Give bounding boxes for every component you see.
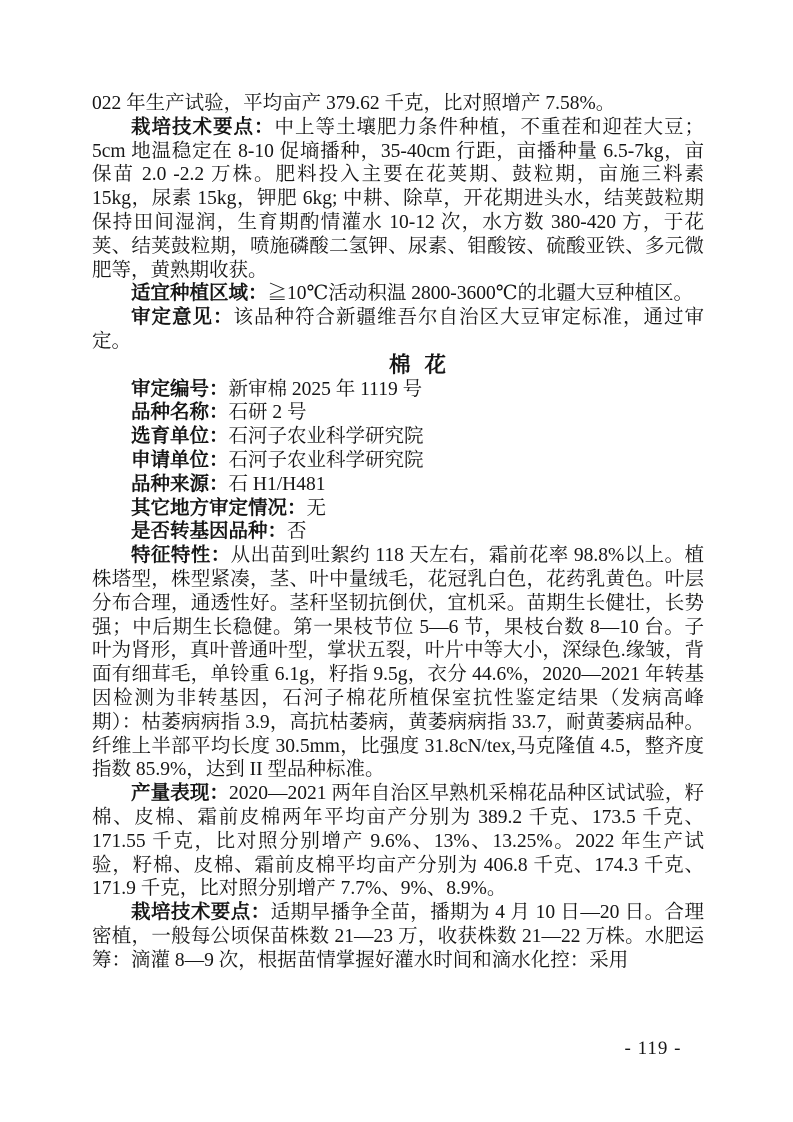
paragraph-cotton-characteristics (92, 544, 704, 782)
paragraph-soybean-yield-continuation (92, 92, 704, 116)
paragraph-text: 适期早播争全苗，播期为 4 月 10 日—20 日。合理密植，一般每公顷保苗株数 21—23 万，收获株数 21—22 万株。水肥运筹：滴灌 8—9 次，根据苗情掌握好灌水时间和滴水化控：采用 (92, 902, 704, 971)
info-label: 申请单位： (131, 448, 229, 471)
info-value: 否 (287, 521, 307, 543)
info-line-variety-name (92, 401, 704, 425)
info-value: 无 (306, 497, 327, 519)
paragraph-text: 从出苗到吐絮约 118 天左右，霜前花率 98.8%以上。植株塔型，株型紧凑，茎、叶中量绒毛，花冠乳白色，花药乳黄色。叶层分布合理，通透性好。茎秆坚韧抗倒伏，宜机采。苗期生长健壮，长势强；中后期生长稳健。第一果枝节位 5—6 节，果枝台数 8—10 台。子叶为肾形，真叶普通叶型，掌状五裂，叶片中等大小，深绿色.缘皱，背面有细茸毛，单铃重 6.1g，籽指 9.5g，衣分 44.6%，2020—2021 年转基因检测为非转基因，石河子棉花所植保室抗性鉴定结果（发病高峰期）：枯萎病病指 3.9，高抗枯萎病，黄萎病病指 33.7，耐黄萎病品种。纤维上半部平均长度 30.5mm，比强度 31.8cN/tex,马克隆值 4.5，整齐度指数 85.9%，达到 II 型品种标准。 (92, 545, 704, 781)
paragraph-text: 该品种符合新疆维吾尔自治区大豆审定标准，通过审定。 (92, 307, 704, 352)
info-label: 是否转基因品种： (131, 520, 288, 543)
info-label: 其它地方审定情况： (131, 496, 307, 519)
info-line-transgenic-status (92, 520, 704, 544)
info-line-other-approval-status (92, 497, 704, 521)
document-body (92, 92, 704, 972)
info-line-applicant-unit (92, 449, 704, 473)
info-label: 品种来源： (131, 472, 229, 495)
paragraph-text: ≧10℃活动积温 2800-3600℃的北疆大豆种植区。 (267, 283, 694, 305)
paragraph-cotton-cultivation (92, 901, 704, 972)
paragraph-text: 2020—2021 两年自治区早熟机采棉花品种区试试验，籽棉、皮棉、霜前皮棉两年平均亩产分别为 389.2 千克、173.5 千克、171.55 千克，比对照分别增产 9.6%、13%、13.25%。2022 年生产试验，籽棉、皮棉、霜前皮棉平均亩产分别为 406.8 千克、174.3 千克、171.9 千克，比对照分别增产 7.7%、9%、8.9%。 (92, 783, 704, 900)
paragraph-label: 适宜种植区域： (131, 282, 268, 305)
info-value: 石河子农业科学研究院 (228, 449, 424, 471)
info-label: 审定编号： (131, 377, 229, 400)
paragraph-label: 特征特性： (131, 544, 231, 567)
paragraph-label: 栽培技术要点： (131, 901, 271, 924)
paragraph-soybean-suitable-region (92, 282, 704, 306)
paragraph-label: 产量表现： (131, 782, 230, 805)
section-heading-cotton: 棉 花 (389, 352, 450, 377)
info-line-variety-source (92, 473, 704, 497)
page-number: - 119 - (624, 1038, 682, 1059)
info-value: 石研 2 号 (228, 402, 307, 424)
info-value: 石 H1/H481 (228, 473, 326, 495)
paragraph-soybean-cultivation (92, 116, 704, 283)
info-value: 新审棉 2025 年 1119 号 (228, 378, 423, 400)
info-line-approval-number (92, 378, 704, 402)
paragraph-label: 栽培技术要点： (131, 115, 275, 138)
paragraph-label: 审定意见： (131, 306, 234, 329)
paragraph-text: 022 年生产试验，平均亩产 379.62 千克，比对照增产 7.58%。 (92, 93, 616, 114)
info-label: 品种名称： (131, 401, 229, 424)
info-value: 石河子农业科学研究院 (228, 426, 424, 448)
paragraph-soybean-approval-opinion (92, 306, 704, 354)
paragraph-text: 中上等土壤肥力条件种植，不重茬和迎茬大豆；5cm 地温稳定在 8-10 促墒播种，35-40cm 行距，亩播种量 6.5-7kg，亩保苗 2.0 -2.2 万株。肥料投入主要在花荚期、鼓粒期，亩施三料素 15kg，尿素 15kg，钾肥 6kg; 中耕、除草，开花期进头水，结荚鼓粒期保持田间湿润，生育期酌情灌水 10-12 次，水方数 380-420 方，于花荚、结荚鼓粒期，喷施磷酸二氢钾、尿素、钼酸铵、硫酸亚铁、多元微肥等，黄熟期收获。 (92, 116, 704, 281)
info-line-breeding-unit (92, 425, 704, 449)
paragraph-cotton-yield-performance (92, 782, 704, 901)
info-label: 选育单位： (131, 425, 229, 448)
